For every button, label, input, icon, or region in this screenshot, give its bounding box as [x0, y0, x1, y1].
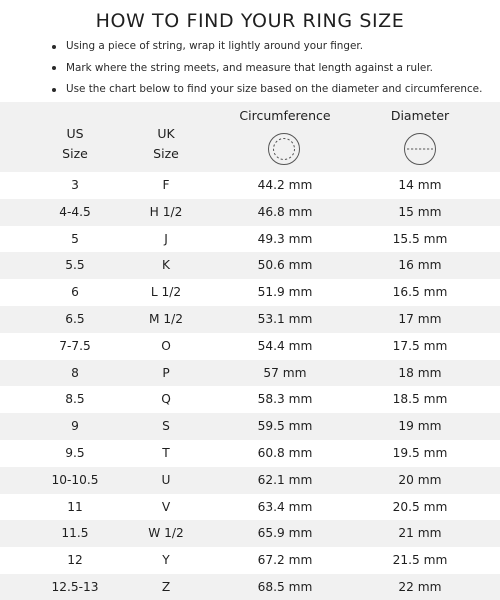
- table-row: [0, 467, 500, 494]
- cell-circumference: 44.2 mm: [257, 178, 313, 192]
- cell-diameter: 16 mm: [398, 258, 442, 273]
- cell-diameter: 18.5 mm: [392, 392, 448, 407]
- cell-circumference: 68.5 mm: [257, 579, 313, 594]
- table-row: [0, 547, 500, 574]
- cell-diameter: 17.5 mm: [392, 338, 448, 353]
- cell-us-size: 6.5: [65, 311, 85, 326]
- instruction-item: Mark where the string meets, and measure that length against a ruler.: [50, 62, 490, 84]
- cell-us-size: 10-10.5: [51, 472, 99, 487]
- instruction-item: Using a piece of string, wrap it lightly around your finger.: [50, 40, 490, 62]
- cell-uk-size: Y: [162, 553, 170, 568]
- cell-uk-size: H 1/2: [149, 204, 183, 219]
- table-row: [0, 413, 500, 440]
- header-uk-size: [140, 124, 192, 164]
- cell-us-size: 3: [71, 178, 79, 192]
- cell-us-size: 11: [67, 499, 83, 514]
- cell-uk-size: L 1/2: [150, 285, 182, 300]
- table-row: [0, 252, 500, 279]
- cell-us-size: 5.5: [65, 258, 85, 273]
- cell-circumference: 62.1 mm: [257, 472, 313, 487]
- cell-diameter: 14 mm: [398, 178, 442, 192]
- cell-diameter: 16.5 mm: [392, 285, 448, 300]
- table-row: [0, 333, 500, 360]
- cell-diameter: 22 mm: [398, 579, 442, 594]
- header-uk-label: UK: [157, 126, 175, 141]
- cell-circumference: 58.3 mm: [257, 392, 313, 407]
- cell-uk-size: S: [162, 419, 170, 434]
- cell-diameter: 21.5 mm: [392, 553, 448, 568]
- cell-uk-size: P: [162, 365, 170, 380]
- cell-diameter: 18 mm: [398, 365, 442, 380]
- circle-diameter-icon: [403, 132, 437, 166]
- table-row: [0, 440, 500, 467]
- cell-us-size: 6: [71, 285, 79, 300]
- cell-circumference: 60.8 mm: [257, 445, 313, 460]
- cell-circumference: 65.9 mm: [257, 526, 313, 541]
- cell-us-size: 9.5: [65, 445, 85, 460]
- table-row: [0, 279, 500, 306]
- size-table-body: [0, 172, 500, 600]
- cell-us-size: 11.5: [61, 526, 89, 541]
- cell-circumference: 53.1 mm: [257, 311, 313, 326]
- page-title: HOW TO FIND YOUR RING SIZE: [95, 10, 405, 32]
- cell-us-size: 7-7.5: [59, 338, 91, 353]
- cell-circumference: 49.3 mm: [257, 231, 313, 246]
- header-us-sublabel: Size: [62, 146, 88, 161]
- cell-uk-size: U: [161, 472, 171, 487]
- cell-uk-size: O: [161, 338, 171, 353]
- cell-uk-size: K: [162, 258, 170, 273]
- cell-us-size: 9: [71, 419, 79, 434]
- cell-diameter: 20 mm: [398, 472, 442, 487]
- cell-us-size: 12: [67, 553, 83, 568]
- table-row: [0, 226, 500, 253]
- header-circumference-label: Circumference: [239, 108, 331, 123]
- cell-uk-size: F: [162, 178, 170, 192]
- cell-diameter: 17 mm: [398, 311, 442, 326]
- table-row: [0, 520, 500, 547]
- cell-diameter: 21 mm: [398, 526, 442, 541]
- header-circumference: [220, 108, 350, 123]
- instructions-list: [50, 40, 490, 105]
- header-diameter: [370, 108, 470, 123]
- table-row: [0, 360, 500, 387]
- table-row: [0, 199, 500, 226]
- cell-circumference: 63.4 mm: [257, 499, 313, 514]
- header-us-label: US: [66, 126, 84, 141]
- cell-diameter: 20.5 mm: [392, 499, 448, 514]
- cell-diameter: 19 mm: [398, 419, 442, 434]
- cell-us-size: 4-4.5: [59, 204, 91, 219]
- cell-circumference: 46.8 mm: [257, 204, 313, 219]
- cell-uk-size: Q: [161, 392, 171, 407]
- header-us-size: [50, 124, 100, 164]
- cell-circumference: 50.6 mm: [257, 258, 313, 273]
- cell-uk-size: M 1/2: [148, 311, 183, 326]
- cell-circumference: 54.4 mm: [257, 338, 313, 353]
- cell-circumference: 67.2 mm: [257, 553, 313, 568]
- cell-diameter: 15.5 mm: [392, 231, 448, 246]
- cell-diameter: 19.5 mm: [392, 445, 448, 460]
- table-row: [0, 306, 500, 333]
- instruction-item: Use the chart below to find your size based on the diameter and circumference.: [50, 83, 490, 105]
- cell-circumference: 57 mm: [263, 365, 307, 380]
- cell-uk-size: T: [162, 445, 170, 460]
- table-row: [0, 172, 500, 199]
- cell-us-size: 5: [71, 231, 79, 246]
- header-uk-sublabel: Size: [153, 146, 179, 161]
- cell-us-size: 8.5: [65, 392, 85, 407]
- table-header: [0, 102, 500, 172]
- cell-us-size: 8: [71, 365, 79, 380]
- cell-uk-size: V: [161, 499, 171, 514]
- cell-circumference: 51.9 mm: [257, 285, 313, 300]
- dashed-circle-icon: [267, 132, 301, 166]
- header-diameter-label: Diameter: [390, 108, 450, 123]
- cell-diameter: 15 mm: [398, 204, 442, 219]
- table-row: [0, 386, 500, 413]
- table-row: [0, 574, 500, 600]
- table-row: [0, 494, 500, 521]
- cell-uk-size: Z: [161, 579, 171, 594]
- cell-us-size: 12.5-13: [51, 579, 99, 594]
- cell-uk-size: J: [164, 231, 168, 246]
- cell-uk-size: W 1/2: [148, 526, 184, 541]
- cell-circumference: 59.5 mm: [257, 419, 313, 434]
